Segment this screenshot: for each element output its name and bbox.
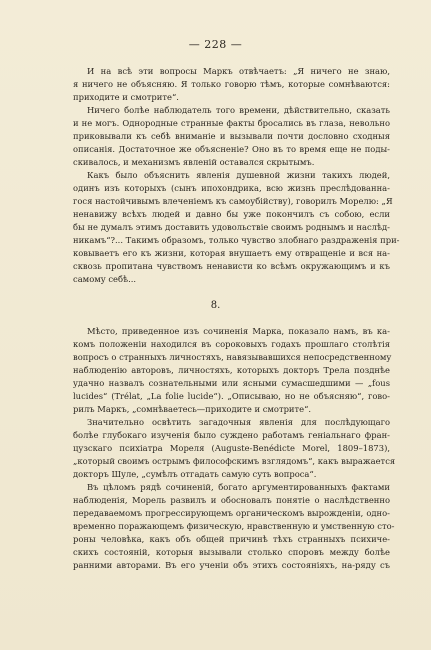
- text-line: Ничего болѣе наблюдатель того времени, дѣйствительно, сказать: [87, 105, 390, 115]
- text-line: комъ положеніи находился въ сороковыхъ годахъ прошлаго столѣтія: [73, 339, 390, 349]
- text-line: одинъ изъ которыхъ (сынъ ипохондрика, всю жизнь преслѣдованна-: [73, 183, 390, 193]
- text-line: наблюденію авторовъ, личностяхъ, которыхъ докторъ Трела позднѣе: [73, 365, 390, 375]
- page-number: — 228 —: [188, 38, 243, 51]
- text-line: Какъ было объяснить явленія душевной жизни такихъ людей,: [87, 170, 390, 180]
- text-line: скивалось, и механизмъ явленій оставался скрытымъ.: [73, 157, 315, 167]
- text-line: ковываетъ его къ жизни, которая внушаетъ ему отвращеніе и вся на-: [73, 248, 390, 258]
- text-line: вопросъ о странныхъ личностяхъ, навязывавшихся непосредственному: [73, 352, 392, 362]
- text-line: бы не думалъ этимъ доставить удовольствіе своимъ роднымъ и наслѣд-: [73, 222, 390, 232]
- text-line: самому себѣ...: [73, 274, 137, 284]
- text-line: цузскаго психіатра Мореля (Auguste-Benédicte Morel, 1809–1873),: [73, 443, 390, 453]
- text-line: болѣе глубокаго изученія было суждено работамъ геніальнаго фран-: [73, 430, 390, 440]
- text-line: удачно назвалъ сознательными или ясными сумасшедшими — „fous: [73, 378, 390, 388]
- text-line: наблюденія, Морель развилъ и обосновалъ понятіе о наслѣдственно: [73, 495, 390, 505]
- text-line: никамъ“?... Такимъ образомъ, только чувство злобнаго раздраженія при-: [73, 235, 400, 245]
- text-line: я ничего не объясняю. Я только говорю тѣмъ, которые сомнѣваются:: [73, 79, 390, 89]
- text-line: гося настойчивымъ влеченіемъ къ самоубійству), говорилъ Морелю: „Я: [73, 196, 393, 206]
- text-line: „который своимъ острымъ философскимъ взглядомъ“, какъ выражается: [73, 456, 396, 466]
- text-line: Значительно освѣтить загадочныя явленія для послѣдующаго: [87, 417, 390, 427]
- text-line: приковывали къ себѣ вниманіе и вызывали почти дословно сходныя: [73, 131, 390, 141]
- text-line: временно поражающемъ физическую, нравственную и умственную сто-: [73, 521, 395, 531]
- text-line: lucides“ (Trélat, „La folie lucide“). „Описываю, но не объясняю“, гово-: [73, 391, 390, 401]
- text-line: Мѣсто, приведенное изъ сочиненія Марка, показало намъ, въ ка-: [87, 326, 390, 336]
- text-line: ненавижу всѣхъ людей и давно бы уже покончилъ съ собою, если: [73, 209, 390, 219]
- text-line: рилъ Маркъ, „сомнѣваетесь—приходите и смотрите“.: [73, 404, 312, 414]
- text-line: передаваемомъ прогрессирующемъ органическомъ вырожденіи, одно-: [73, 508, 390, 518]
- text-line: описанія. Достаточное же объясненіе? Оно въ то время еще не поды-: [73, 144, 390, 154]
- text-line: и не могъ. Однородные странные факты бросались въ глаза, невольно: [73, 118, 390, 128]
- section-number: 8.: [210, 300, 221, 311]
- text-line: докторъ Шуле, „сумѣлъ отгадать самую суть вопроса“.: [73, 469, 317, 479]
- text-line: приходите и смотрите“.: [73, 92, 179, 102]
- text-line: скихъ состояній, которыя вызывали столько споровъ между болѣе: [73, 547, 390, 557]
- text-line: сквозь пропитана чувствомъ ненависти ко всѣмъ окружающимъ и къ: [73, 261, 390, 271]
- text-line: Въ цѣломъ рядѣ сочиненій, богато аргументированныхъ фактами: [87, 482, 390, 492]
- text-line: И на всѣ эти вопросы Маркъ отвѣчаетъ: „Я ничего не знаю,: [87, 66, 390, 76]
- text-line: ранними авторами. Въ его ученіи объ этихъ состояніяхъ, на-ряду съ: [73, 560, 390, 570]
- text-line: роны человѣка, какъ объ общей причинѣ тѣхъ странныхъ психиче-: [73, 534, 390, 544]
